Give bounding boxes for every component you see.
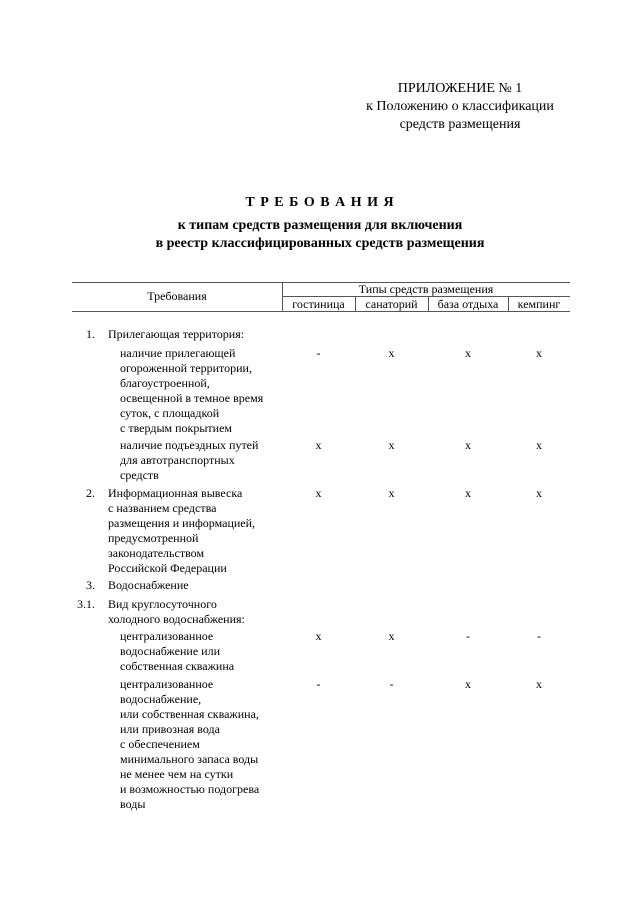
row-text: Информационная вывеска с названием средства размещения и информацией, предусмотренной законодательством Российской Федерации [108, 486, 256, 575]
header-requirements: Требования [147, 289, 207, 303]
row-value-sanatorium: x [388, 629, 395, 643]
document-title: Т Р Е Б О В А Н И Я [245, 195, 395, 210]
row-value-sanatorium: x [388, 486, 395, 500]
header-types-group: Типы средств размещения [358, 282, 494, 296]
row-number: 3. [86, 578, 95, 592]
row-value-hotel: - [316, 346, 321, 360]
row-text: централизованное водоснабжение или собственная скважина [120, 629, 235, 673]
header-type-sanatorium: санаторий [365, 297, 418, 311]
annex-line-3: средств размещения [399, 117, 521, 132]
row-value-recreation-base: x [465, 486, 471, 500]
row-value-sanatorium: - [389, 677, 394, 691]
row-text: Водоснабжение [108, 578, 189, 592]
row-text: наличие подъездных путей для автотранспортных средств [120, 438, 259, 482]
document-subtitle-1: к типам средств размещения для включения [177, 218, 463, 233]
row-number: 3.1. [77, 597, 95, 611]
row-value-hotel: x [315, 438, 322, 452]
row-value-recreation-base: x [465, 677, 471, 691]
row-value-camping: - [537, 629, 541, 643]
row-number: 2. [86, 486, 95, 500]
row-text: централизованное водоснабжение, или собственная скважина, или привозная вода с обеспечением минимального запаса воды не менее чем на сутки и возможностью подогрева воды [120, 677, 260, 811]
row-value-hotel: x [315, 629, 322, 643]
row-value-camping: x [536, 677, 542, 691]
row-value-camping: x [536, 346, 542, 360]
row-text: Прилегающая территория: [108, 327, 245, 341]
row-value-recreation-base: - [466, 629, 470, 643]
header-type-hotel: гостиница [292, 297, 345, 311]
row-value-hotel: - [316, 677, 321, 691]
annex-block [350, 80, 570, 134]
header-type-recreation-base: база отдыха [437, 297, 499, 311]
row-value-camping: x [536, 438, 542, 452]
row-number: 1. [86, 327, 95, 341]
row-value-recreation-base: x [465, 438, 471, 452]
row-value-sanatorium: x [388, 438, 395, 452]
document-subtitle-2: в реестр классифицированных средств размещения [155, 236, 485, 251]
row-value-hotel: x [315, 486, 322, 500]
row-text: Вид круглосуточного холодного водоснабжения: [108, 597, 245, 626]
row-value-camping: x [536, 486, 542, 500]
row-value-sanatorium: x [388, 346, 395, 360]
row-text: наличие прилегающей огороженной территории, благоустроенной, освещенной в темное время суток, с площадкой с твердым покрытием [120, 346, 264, 435]
annex-line-2: к Положению о классификации [366, 99, 554, 114]
annex-title: ПРИЛОЖЕНИЕ № 1 [397, 81, 523, 96]
header-type-camping: кемпинг [517, 297, 561, 311]
row-value-recreation-base: x [465, 346, 471, 360]
